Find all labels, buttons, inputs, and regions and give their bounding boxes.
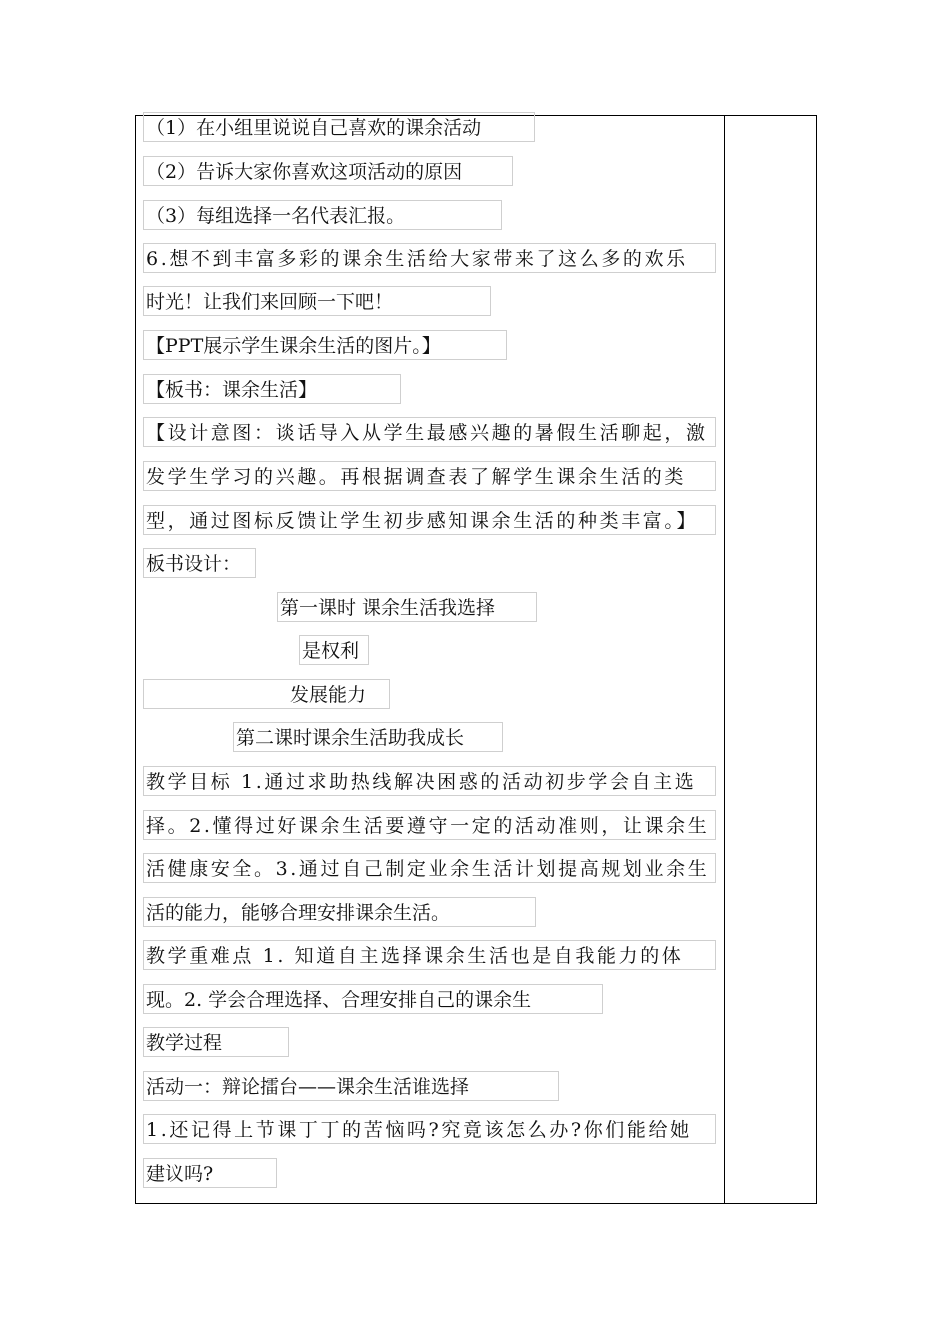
text-line: 【设计意图：谈话导入从学生最感兴趣的暑假生活聊起，激 xyxy=(143,417,716,447)
text-line: 教学过程 xyxy=(143,1027,289,1057)
text-line: 时光！让我们来回顾一下吧！ xyxy=(143,286,491,316)
text-line: 是权利 xyxy=(299,635,369,665)
text-line: 1.还记得上节课丁丁的苦恼吗?究竟该怎么办?你们能给她 xyxy=(143,1114,716,1144)
text-line: 发展能力 xyxy=(143,679,390,709)
text-line: 板书设计： xyxy=(143,548,256,578)
text-line: 【板书：课余生活】 xyxy=(143,374,401,404)
text-line: 【PPT展示学生课余生活的图片。】 xyxy=(143,330,507,360)
text-line: （1）在小组里说说自己喜欢的课余活动 xyxy=(143,112,535,142)
text-line: 现。2. 学会合理选择、合理安排自己的课余生 xyxy=(143,984,603,1014)
text-line: 发学生学习的兴趣。再根据调查表了解学生课余生活的类 xyxy=(143,461,716,491)
text-line: 第一课时 课余生活我选择 xyxy=(277,592,537,622)
text-line: 第二课时课余生活助我成长 xyxy=(233,722,503,752)
text-line: 择。2.懂得过好课余生活要遵守一定的活动准则，让课余生 xyxy=(143,810,716,840)
text-line: 活动一：辩论擂台——课余生活谁选择 xyxy=(143,1071,559,1101)
table-column-divider xyxy=(724,115,725,1204)
text-line: （3）每组选择一名代表汇报。 xyxy=(143,200,502,230)
text-line: 活的能力，能够合理安排课余生活。 xyxy=(143,897,536,927)
text-line: 6.想不到丰富多彩的课余生活给大家带来了这么多的欢乐 xyxy=(143,243,716,273)
text-line: 型，通过图标反馈让学生初步感知课余生活的种类丰富。】 xyxy=(143,505,716,535)
text-line: 教学目标 1.通过求助热线解决困惑的活动初步学会自主选 xyxy=(143,766,716,796)
text-line: 建议吗? xyxy=(143,1158,277,1188)
text-line: （2）告诉大家你喜欢这项活动的原因 xyxy=(143,156,513,186)
text-line: 教学重难点 1. 知道自主选择课余生活也是自我能力的体 xyxy=(143,940,716,970)
text-line: 活健康安全。3.通过自己制定业余生活计划提高规划业余生 xyxy=(143,853,716,883)
